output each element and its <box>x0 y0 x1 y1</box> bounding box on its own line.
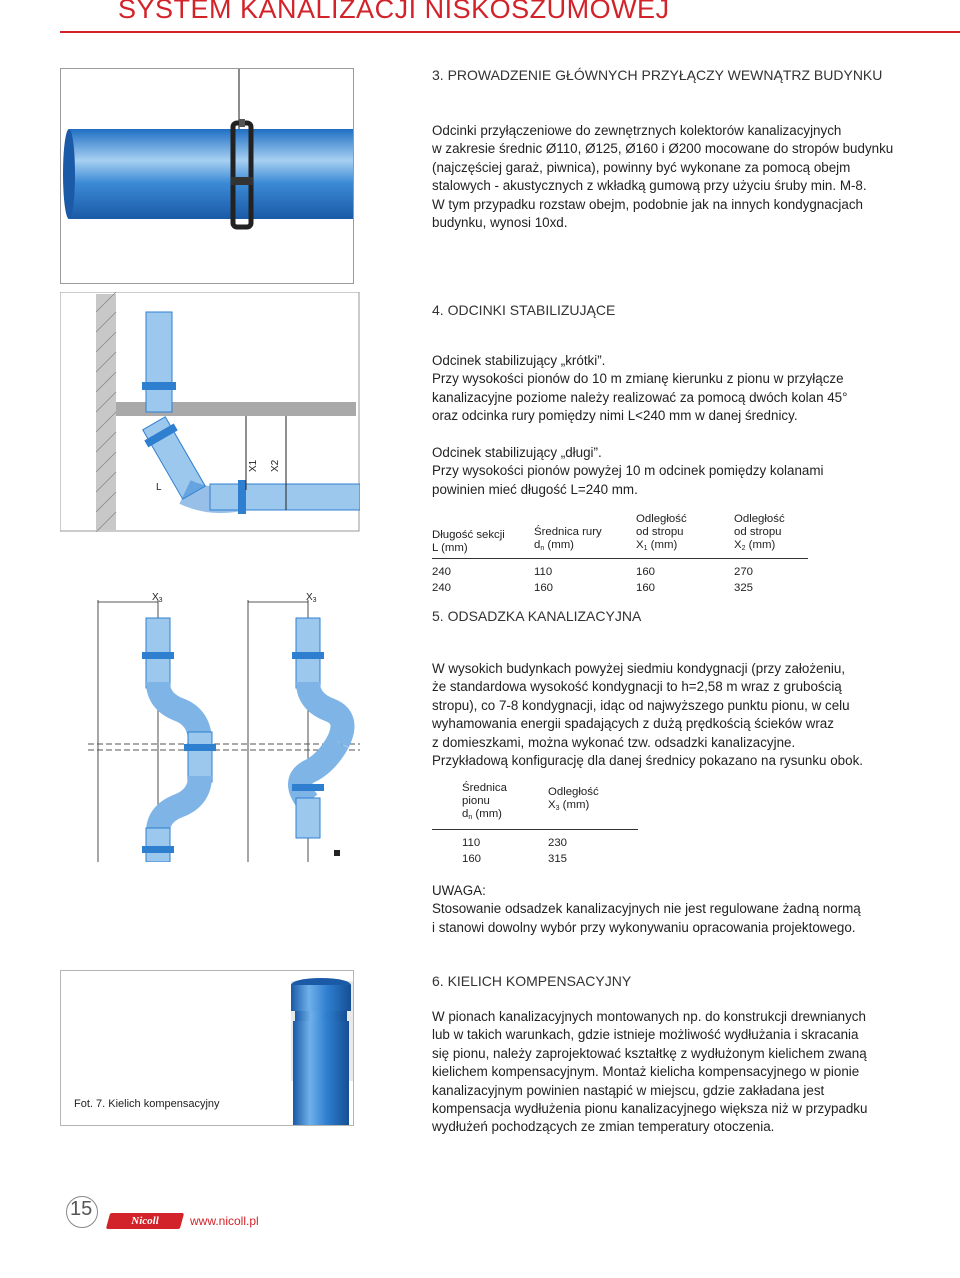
table-cell: 110 <box>462 837 481 849</box>
table-row <box>462 834 638 850</box>
text-line: kielichem kompensacyjnym. Montaż kielicha kompensacyjnego w pionie <box>432 1064 860 1080</box>
header-cell: $d_n$ (mm) <box>462 808 502 821</box>
table-cell: 160 <box>534 582 554 594</box>
text-line: z domieszkami, można wykonać tzw. odsadzki kanalizacyjne. <box>432 734 796 750</box>
table-cell: 325 <box>734 582 754 594</box>
x1-label: X1 <box>248 459 259 472</box>
page-number: 15 <box>70 1198 93 1220</box>
brand-logo <box>106 1213 184 1229</box>
photo-caption: Fot. 7. Kielich kompensacyjny <box>74 1098 220 1110</box>
header-cell: Odległość <box>636 513 687 525</box>
text-line: stalowych - akustycznych z wkładką gumową przy użyciu śruby min. M-8. <box>432 178 867 194</box>
text-line: Przykładową konfigurację dla danej średnicy pokazano na rysunku obok. <box>432 753 863 769</box>
section4-heading: 4. ODCINKI STABILIZUJĄCE <box>432 302 616 318</box>
table-cell: 230 <box>548 837 568 849</box>
pipe-hanger-photo <box>60 68 354 284</box>
table-row <box>432 579 808 595</box>
l-label: L <box>156 482 162 493</box>
table-header <box>462 782 638 824</box>
text-line: że standardowa wysokość kondygnacji to h=2,58 m wraz z grubością <box>432 679 842 695</box>
header-cell: Długość sekcji <box>432 529 505 541</box>
text-line: Odcinki przyłączeniowe do zewnętrznych kolektorów kanalizacyjnych <box>432 123 842 138</box>
website-link[interactable]: www.nicoll.pl <box>190 1214 259 1228</box>
header-cell: $X_1$ (mm) <box>636 539 678 552</box>
table-cell: 240 <box>432 566 452 578</box>
section3-heading: 3. PROWADZENIE GŁÓWNYCH PRZYŁĄCZY WEWNĄTRZ BUDYNKU <box>432 67 883 83</box>
header-cell: $d_n$ (mm) <box>534 539 574 552</box>
text-line: kanalizacyjnym powinien nastąpić w miejscu, gdzie zakładana jest <box>432 1082 825 1098</box>
section6-heading: 6. KIELICH KOMPENSACYJNY <box>432 973 632 989</box>
x3-label-left: $X_3$ <box>152 592 163 604</box>
text-line: budynku, wynosi 10xd. <box>432 215 568 231</box>
page-title: SYSTEM KANALIZACJI NISKOSZUMOWEJ <box>118 0 670 24</box>
header-cell: Odległość <box>548 786 599 798</box>
text-line: W pionach kanalizacyjnych montowanych np. do konstrukcji drewnianych <box>432 1009 866 1024</box>
long-section-title: Odcinek stabilizujący „długi”. <box>432 445 602 460</box>
text-line: stropu), co 7-8 kondygnacji, idąc od najwyższego punktu pionu, w celu <box>432 697 850 713</box>
section6-text <box>432 1008 867 1137</box>
text-line: kompensacja wydłużenia pionu kanalizacyjnego większa niż w przypadku <box>432 1101 868 1117</box>
text-line: Stosowanie odsadzek kanalizacyjnych nie jest regulowane żadną normą <box>432 901 861 917</box>
offset-table <box>462 782 638 866</box>
section4-text <box>432 352 847 426</box>
text-line: W wysokich budynkach powyżej siedmiu kondygnacji (przy założeniu, <box>432 661 846 676</box>
x2-label: X2 <box>270 459 281 472</box>
stabilizing-table <box>432 513 808 595</box>
header-cell: Średnica <box>462 782 507 794</box>
text-line: kanalizacyjne poziome należy realizować za pomocą dwóch kolan 45° <box>432 389 848 405</box>
text-line: wydłużeń pochodzących ze zmian temperatury otoczenia. <box>432 1119 775 1135</box>
text-line: się pionu, należy zaprojektować kształtkę z wydłużonym kielichem zwaną <box>432 1045 867 1061</box>
header-cell: L (mm) <box>432 542 468 554</box>
header-cell: Średnica rury <box>534 526 602 538</box>
table-header <box>432 513 808 555</box>
table-cell: 160 <box>462 853 482 865</box>
section5-heading: 5. ODSADZKA KANALIZACYJNA <box>432 608 642 624</box>
text-line: w zakresie średnic Ø110, Ø125, Ø160 i Ø200 mocowane do stropów budynku <box>432 141 894 157</box>
header-cell: od stropu <box>636 526 684 538</box>
section4-long-text <box>432 444 823 499</box>
text-line: lub w takich warunkach, gdzie istnieje możliwość wydłużania i skracania <box>432 1027 859 1043</box>
table-cell: 160 <box>636 566 656 578</box>
table-cell: 270 <box>734 566 754 578</box>
table-row <box>432 563 808 579</box>
note-block <box>432 882 861 937</box>
text-line: Przy wysokości pionów do 10 m zmianę kierunku z pionu w przyłącze <box>432 371 844 387</box>
text-line: oraz odcinka rury pomiędzy nimi L<240 mm w danej średnicy. <box>432 408 798 424</box>
x3-label-right: $X_3$ <box>306 592 317 604</box>
table-cell: 160 <box>636 582 656 594</box>
text-line: (najczęściej garaż, piwnica), powinny być wykonane za pomocą obejm <box>432 159 851 175</box>
section5-text <box>432 660 863 770</box>
section3-text <box>432 122 893 232</box>
text-line: W tym przypadku rozstaw obejm, podobnie jak na innych kondygnacjach <box>432 196 863 212</box>
header-cell: pionu <box>462 795 490 807</box>
stabilizing-section-diagram <box>60 292 360 532</box>
header-cell: od stropu <box>734 526 782 538</box>
header-cell: Odległość <box>734 513 785 525</box>
text-line: powinien mieć długość L=240 mm. <box>432 481 638 497</box>
text-line: wyhamowania energii spadających z dużą prędkością ścieków wraz <box>432 716 834 732</box>
pipe-clamp-illustration <box>61 69 353 283</box>
table-cell: 110 <box>534 566 553 578</box>
header-cell: $X_2$ (mm) <box>734 539 776 552</box>
header-cell: $X_3$ (mm) <box>548 799 590 812</box>
table-row <box>462 850 638 866</box>
offset-diagram <box>60 592 360 862</box>
text-line: Przy wysokości pionów powyżej 10 m odcinek pomiędzy kolanami <box>432 463 824 479</box>
table-cell: 315 <box>548 853 568 865</box>
brand-logo-text: Nicoll <box>131 1215 159 1227</box>
table-cell: 240 <box>432 582 452 594</box>
short-section-title: Odcinek stabilizujący „krótki”. <box>432 353 606 368</box>
note-title: UWAGA: <box>432 883 486 898</box>
title-underline <box>60 31 960 33</box>
text-line: i stanowi dowolny wybór przy wykonywaniu opracowania projektowego. <box>432 919 856 935</box>
